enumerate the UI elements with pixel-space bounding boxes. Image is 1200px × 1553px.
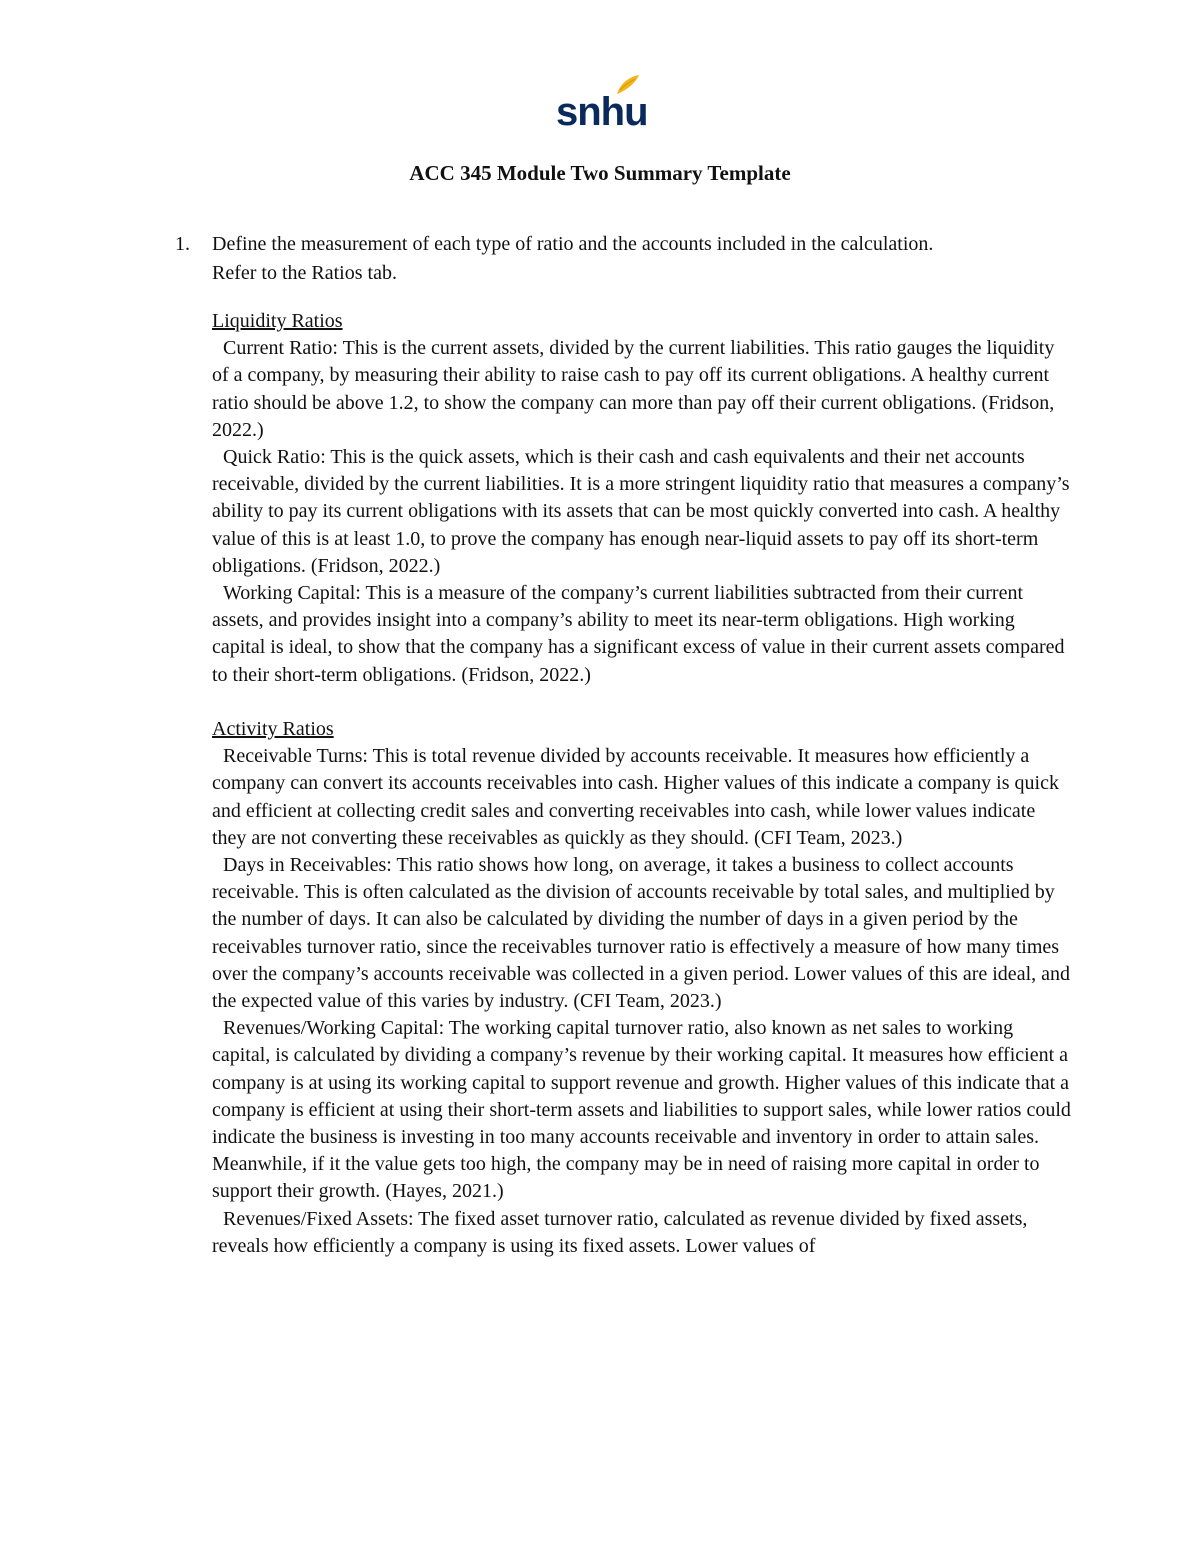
paragraph-quick-ratio: Quick Ratio: This is the quick assets, which is their cash and cash equivalents and their net accounts receivable, divided by the current liabilities. It is a more stringent liquidity ratio that measures a company’s ability to pay its current obligations with its assets that can be most quickly converted into cash. A healthy value of this is at least 1.0, to prove the company has enough near-liquid assets to pay off its short-term obligations. (Fridson, 2022.): [212, 446, 1070, 577]
section-heading-liquidity: Liquidity Ratios: [212, 310, 343, 332]
document-title: ACC 345 Module Two Summary Template: [409, 161, 791, 185]
paragraph-working-capital: Working Capital: This is a measure of the company’s current liabilities subtracted from their current assets, and provides insight into a company’s ability to meet its near-term obligations. High working capital is ideal, to show that the company has a significant excess of value in their current assets compared to their short-term obligations. (Fridson, 2022.): [212, 582, 1065, 686]
section-spacer: [212, 689, 1072, 716]
logo-text: snhu: [556, 90, 648, 134]
snhu-logo: [556, 74, 648, 134]
paragraph-receivable-turns: Receivable Turns: This is total revenue divided by accounts receivable. It measures how efficiently a company can convert its accounts receivables into cash. Higher values of this indicate a company is quick and efficient at collecting credit sales and converting receivables into cash, while lower values indicate they are not converting these receivables as quickly as they should. (CFI Team, 2023.): [212, 745, 1059, 849]
paragraph-days-in-receivables: Days in Receivables: This ratio shows how long, on average, it takes a business to collect accounts receivable. This is often calculated as the division of accounts receivable by total sales, and multiplied by the number of days. It can also be calculated by dividing the number of days in a given period by the receivables turnover ratio, since the receivables turnover ratio is effectively a measure of how many times over the company’s accounts receivable was collected in a given period. Lower values of this are ideal, and the expected value of this varies by industry. (CFI Team, 2023.): [212, 854, 1070, 1013]
paragraph-current-ratio: Current Ratio: This is the current assets, divided by the current liabilities. This ratio gauges the liquidity of a company, by measuring their ability to raise cash to pay off its current obligations. A healthy current ratio should be above 1.2, to show the company can more than pay off their current obligations. (Fridson, 2022.): [212, 337, 1055, 441]
paragraph-revenues-fixed-assets: Revenues/Fixed Assets: The fixed asset turnover ratio, calculated as revenue divided by fixed assets, reveals how efficiently a company is using its fixed assets. Lower values of: [212, 1207, 1028, 1257]
section-heading-activity: Activity Ratios: [212, 718, 334, 741]
paragraph-revenues-working-capital: Revenues/Working Capital: The working capital turnover ratio, also known as net sales to working capital, is calculated by dividing a company’s revenue by their working capital. It measures how efficient a company is at using its working capital to support revenue and growth. Higher values of this indicate that a company is efficient at using their short-term assets and liabilities to support sales, while lower ratios could indicate the business is investing in too many accounts receivable and inventory in order to attain sales. Meanwhile, if it the value gets too high, the company may be in need of raising more capital in order to support their growth. (Hayes, 2021.): [212, 1017, 1071, 1203]
answer-body: [212, 308, 1072, 1260]
question-number: 1.: [175, 233, 190, 255]
question-text: Define the measurement of each type of ratio and the accounts included in the calculation. Refer to the Ratios tab.: [212, 233, 934, 284]
